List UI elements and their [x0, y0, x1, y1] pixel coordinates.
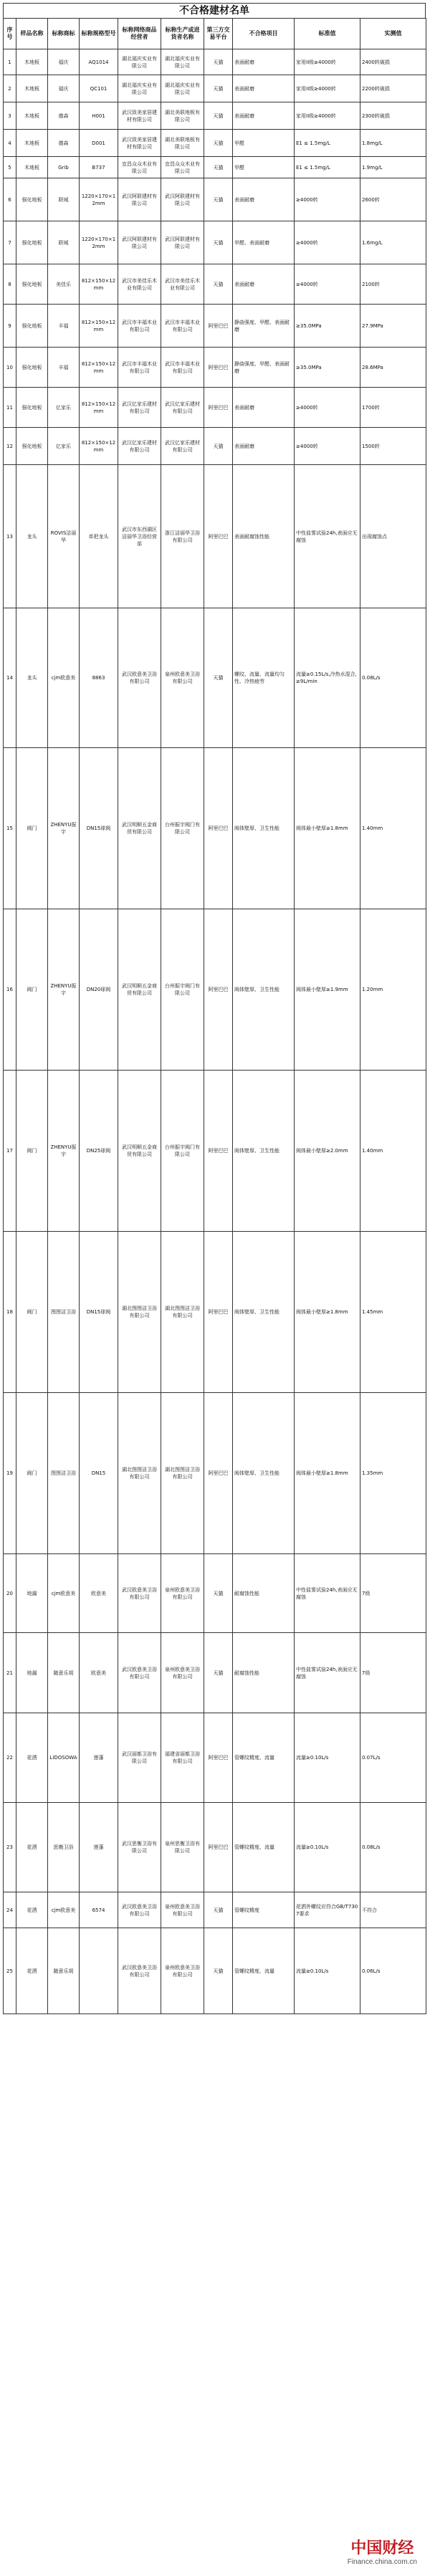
cell-std: 中性盐雾试验24h,表面应无腐蚀	[295, 1554, 360, 1633]
cell-seller: 湖北福庆实业有限公司	[118, 75, 161, 102]
table-row	[4, 1633, 426, 1713]
cell-brand: cjm欧意美	[48, 1892, 80, 1928]
cell-std: 家用II级≥4000转	[295, 49, 360, 75]
cell-name: 强化地板	[16, 388, 48, 428]
logo-url: Finance.china.com.cn	[347, 2558, 417, 2566]
table-row	[4, 1232, 426, 1393]
cell-maker: 福建省丽都卫浴有限公司	[161, 1713, 204, 1803]
cell-model: 1220×170×12mm	[80, 178, 118, 221]
cell-platform: 阿里巴巴	[204, 909, 233, 1071]
table-row	[4, 49, 426, 75]
cell-item: 甲醛	[233, 130, 295, 157]
cell-no: 9	[4, 305, 16, 348]
cell-platform: 天猫	[204, 130, 233, 157]
cell-seller: 武汉欧意美卫浴有限公司	[118, 1928, 161, 2014]
column-header: 样品名称	[16, 19, 48, 49]
cell-model: D001	[80, 130, 118, 157]
cell-val: 1500转	[360, 428, 426, 465]
table-row	[4, 305, 426, 348]
cell-seller: 武汉思衡卫浴有限公司	[118, 1803, 161, 1892]
cell-val: 2300转破损	[360, 102, 426, 130]
cell-seller: 武汉欧意美卫浴有限公司	[118, 1554, 161, 1633]
cell-brand: 德森	[48, 130, 80, 157]
cell-platform: 天猫	[204, 1633, 233, 1713]
table-row	[4, 264, 426, 305]
cell-maker: 泉州思衡卫浴有限公司	[161, 1803, 204, 1892]
cell-seller: 湖北图图洁卫浴有限公司	[118, 1393, 161, 1554]
cell-brand: 美佳乐	[48, 264, 80, 305]
cell-maker: 武汉市美佳乐木业有限公司	[161, 264, 204, 305]
cell-maker: 武汉市丰福木业有限公司	[161, 305, 204, 348]
cell-std: 阀体最小壁厚≥1.8mm	[295, 1232, 360, 1393]
cell-name: 阀门	[16, 1232, 48, 1393]
cell-val: 1.40mm	[360, 748, 426, 909]
cell-seller: 武汉致美家居建材有限公司	[118, 130, 161, 157]
table-row	[4, 388, 426, 428]
cell-maker: 台州振宇阀门有限公司	[161, 909, 204, 1071]
cell-std: 流量≥0.15L/s,冷热水混合,≥9L/min	[295, 608, 360, 748]
cell-brand: cjm欧意美	[48, 608, 80, 748]
cell-brand: 福庆	[48, 75, 80, 102]
cell-name: 木地板	[16, 75, 48, 102]
cell-name: 花洒	[16, 1892, 48, 1928]
cell-seller: 武汉明顺五金商贸有限公司	[118, 748, 161, 909]
cell-model: DN25球阀	[80, 1071, 118, 1232]
cell-item: 表面耐磨	[233, 102, 295, 130]
cell-std: 中性盐雾试验24h,表面应无腐蚀	[295, 465, 360, 608]
cell-maker: 武汉亿家乐建材有限公司	[161, 428, 204, 465]
cell-model: DN15球阀	[80, 1232, 118, 1393]
table-row	[4, 157, 426, 178]
cell-name: 阀门	[16, 1071, 48, 1232]
cell-val: 7级	[360, 1633, 426, 1713]
cell-item: 甲醛、表面耐磨	[233, 221, 295, 264]
cell-brand: ZHENYU振宇	[48, 1071, 80, 1232]
cell-brand: ZHENYU振宇	[48, 748, 80, 909]
table-row	[4, 1803, 426, 1892]
cell-model: QC101	[80, 75, 118, 102]
cell-std: 阀体最小壁厚≥2.0mm	[295, 1071, 360, 1232]
cell-name: 木地板	[16, 157, 48, 178]
cell-item: 阀体壁厚、卫生性能	[233, 1393, 295, 1554]
cell-std: ≥4000转	[295, 178, 360, 221]
column-header: 不合格项目	[233, 19, 295, 49]
cell-maker: 武汉市丰福木业有限公司	[161, 348, 204, 388]
cell-seller: 湖北福庆实业有限公司	[118, 49, 161, 75]
cell-maker: 武汉阿联建材有限公司	[161, 221, 204, 264]
cell-model: DN15	[80, 1393, 118, 1554]
cell-platform: 阿里巴巴	[204, 1232, 233, 1393]
cell-item: 螺纹、流量、流量均匀性、冷热疲劳	[233, 608, 295, 748]
cell-name: 花洒	[16, 1928, 48, 2014]
cell-val: 2200转破损	[360, 75, 426, 102]
cell-std: ≥4000转	[295, 221, 360, 264]
cell-std: 流量≥0.10L/s	[295, 1713, 360, 1803]
cell-no: 4	[4, 130, 16, 157]
cell-model	[80, 1928, 118, 2014]
cell-maker: 湖北图图洁卫浴有限公司	[161, 1232, 204, 1393]
cell-maker: 湖北图图洁卫浴有限公司	[161, 1393, 204, 1554]
cell-model: H001	[80, 102, 118, 130]
cell-item: 耐腐蚀性能	[233, 1633, 295, 1713]
cell-val: 出现腐蚀点	[360, 465, 426, 608]
cell-name: 阀门	[16, 909, 48, 1071]
cell-model: 欧意美	[80, 1554, 118, 1633]
cell-item: 阀体壁厚、卫生性能	[233, 1071, 295, 1232]
cell-seller: 武汉欧意美卫浴有限公司	[118, 608, 161, 748]
cell-no: 2	[4, 75, 16, 102]
cell-maker: 台州振宇阀门有限公司	[161, 748, 204, 909]
cell-std: 流量≥0.10L/s	[295, 1928, 360, 2014]
cell-item: 表面耐腐蚀性能	[233, 465, 295, 608]
cell-name: 强化地板	[16, 178, 48, 221]
cell-brand: 思衡卫浴	[48, 1803, 80, 1892]
cell-model: 6574	[80, 1892, 118, 1928]
cell-model: 812×150×12mm	[80, 305, 118, 348]
column-header: 实测值	[360, 19, 426, 49]
cell-val: 1.35mm	[360, 1393, 426, 1554]
cell-item: 表面耐磨	[233, 264, 295, 305]
cell-platform: 天猫	[204, 1554, 233, 1633]
cell-brand: 联城	[48, 178, 80, 221]
cell-val: 7级	[360, 1554, 426, 1633]
cell-brand: cjm欧意美	[48, 1554, 80, 1633]
cell-model: 812×150×12mm	[80, 428, 118, 465]
cell-brand: 德森	[48, 102, 80, 130]
cell-platform: 阿里巴巴	[204, 748, 233, 909]
cell-item: 表面耐磨	[233, 49, 295, 75]
cell-seller: 武汉致美家居建材有限公司	[118, 102, 161, 130]
cell-val: 27.9MPa	[360, 305, 426, 348]
cell-name: 地漏	[16, 1633, 48, 1713]
table-row	[4, 1393, 426, 1554]
cell-std: 流量≥0.10L/s	[295, 1803, 360, 1892]
cell-seller: 武汉市美佳乐木业有限公司	[118, 264, 161, 305]
cell-model: DN20球阀	[80, 909, 118, 1071]
cell-item: 耐腐蚀性能	[233, 1554, 295, 1633]
cell-platform: 阿里巴巴	[204, 1393, 233, 1554]
cell-item: 表面耐磨	[233, 428, 295, 465]
table-row	[4, 465, 426, 608]
cell-seller: 武汉阿联建材有限公司	[118, 178, 161, 221]
cell-model: AQ1014	[80, 49, 118, 75]
cell-brand: 丰福	[48, 305, 80, 348]
cell-brand: 随意乐胡	[48, 1928, 80, 2014]
cell-seller: 武汉明顺五金商贸有限公司	[118, 909, 161, 1071]
cell-no: 15	[4, 748, 16, 909]
cell-item: 管螺纹精度、流量	[233, 1803, 295, 1892]
cell-name: 强化地板	[16, 348, 48, 388]
table-row	[4, 1892, 426, 1928]
cell-maker: 武汉阿联建材有限公司	[161, 178, 204, 221]
cell-no: 7	[4, 221, 16, 264]
cell-platform: 天猫	[204, 75, 233, 102]
cell-platform: 天猫	[204, 608, 233, 748]
cell-no: 17	[4, 1071, 16, 1232]
cell-val: 28.6MPa	[360, 348, 426, 388]
cell-model: 812×150×12mm	[80, 348, 118, 388]
cell-maker: 宜昌众众木业有限公司	[161, 157, 204, 178]
cell-name: 强化地板	[16, 221, 48, 264]
cell-name: 强化地板	[16, 428, 48, 465]
cell-maker: 泉州欧意美卫浴有限公司	[161, 1892, 204, 1928]
cell-model: 812×150×12mm	[80, 388, 118, 428]
cell-std: 家用II级≥4000转	[295, 75, 360, 102]
cell-model: 8863	[80, 608, 118, 748]
cell-platform: 阿里巴巴	[204, 388, 233, 428]
cell-platform: 天猫	[204, 102, 233, 130]
cell-item: 阀体壁厚、卫生性能	[233, 1232, 295, 1393]
cell-no: 20	[4, 1554, 16, 1633]
cell-platform: 天猫	[204, 428, 233, 465]
cell-no: 8	[4, 264, 16, 305]
cell-std: 中性盐雾试验24h,表面应无腐蚀	[295, 1633, 360, 1713]
cell-item: 静曲强度、甲醛、表面耐磨	[233, 305, 295, 348]
table-row	[4, 1071, 426, 1232]
cell-val: 1700转	[360, 388, 426, 428]
cell-maker: 湖北福庆实业有限公司	[161, 75, 204, 102]
table-row	[4, 608, 426, 748]
cell-no: 6	[4, 178, 16, 221]
table-row	[4, 75, 426, 102]
cell-no: 18	[4, 1232, 16, 1393]
column-header: 第三方交易平台	[204, 19, 233, 49]
cell-platform: 阿里巴巴	[204, 348, 233, 388]
site-logo	[348, 2536, 417, 2566]
table-row	[4, 1928, 426, 2014]
cell-seller: 宜昌众众木业有限公司	[118, 157, 161, 178]
cell-brand: 图图洁卫浴	[48, 1232, 80, 1393]
cell-val: 1.20mm	[360, 909, 426, 1071]
cell-item: 管螺纹精度、流量	[233, 1928, 295, 2014]
cell-std: 家用II级≥4000转	[295, 102, 360, 130]
cell-no: 5	[4, 157, 16, 178]
cell-std: E1 ≤ 1.5mg/L	[295, 130, 360, 157]
table-row	[4, 348, 426, 388]
cell-brand: ZHENYU振宇	[48, 909, 80, 1071]
cell-platform: 天猫	[204, 221, 233, 264]
column-header: 标称规格型号	[80, 19, 118, 49]
column-header: 标称生产或进货者名称	[161, 19, 204, 49]
cell-brand: ROVIS洁丽华	[48, 465, 80, 608]
table-body	[4, 49, 426, 2014]
cell-seller: 武汉亿家乐建材有限公司	[118, 428, 161, 465]
cell-maker: 湖北美联地板有限公司	[161, 130, 204, 157]
cell-seller: 武汉市丰福木业有限公司	[118, 348, 161, 388]
cell-val: 1.6mg/L	[360, 221, 426, 264]
cell-no: 13	[4, 465, 16, 608]
column-header: 标称网络商品经营者	[118, 19, 161, 49]
cell-name: 地漏	[16, 1554, 48, 1633]
cell-seller: 武汉市东西湖区洁丽华卫浴经营部	[118, 465, 161, 608]
cell-item: 阀体壁厚、卫生性能	[233, 909, 295, 1071]
cell-brand: 亿家乐	[48, 428, 80, 465]
cell-model: 莲蓬	[80, 1803, 118, 1892]
cell-maker: 武汉亿家乐建材有限公司	[161, 388, 204, 428]
table-row	[4, 909, 426, 1071]
cell-std: ≥35.0MPa	[295, 348, 360, 388]
cell-std: 阀体最小壁厚≥1.9mm	[295, 909, 360, 1071]
cell-platform: 天猫	[204, 264, 233, 305]
cell-no: 24	[4, 1892, 16, 1928]
cell-val: 1.40mm	[360, 1071, 426, 1232]
cell-seller: 武汉明顺五金商贸有限公司	[118, 1071, 161, 1232]
cell-brand: LIDOSOWA	[48, 1713, 80, 1803]
cell-model: 莲蓬	[80, 1713, 118, 1803]
cell-std: E1 ≤ 1.5mg/L	[295, 157, 360, 178]
cell-std: 阀体最小壁厚≥1.8mm	[295, 1393, 360, 1554]
cell-model: 单把龙头	[80, 465, 118, 608]
cell-no: 19	[4, 1393, 16, 1554]
table-row	[4, 1554, 426, 1633]
cell-brand: 丰福	[48, 348, 80, 388]
cell-seller: 武汉亿家乐建材有限公司	[118, 388, 161, 428]
cell-platform: 天猫	[204, 1892, 233, 1928]
cell-platform: 阿里巴巴	[204, 305, 233, 348]
cell-model: B737	[80, 157, 118, 178]
cell-name: 木地板	[16, 130, 48, 157]
cell-name: 花洒	[16, 1713, 48, 1803]
cell-brand: 联城	[48, 221, 80, 264]
footer	[0, 2533, 430, 2573]
cell-item: 管螺纹精度、流量	[233, 1713, 295, 1803]
cell-brand: 福庆	[48, 49, 80, 75]
cell-val: 0.06L/s	[360, 1928, 426, 2014]
cell-seller: 武汉欧意美卫浴有限公司	[118, 1892, 161, 1928]
cell-val: 2100转	[360, 264, 426, 305]
cell-maker: 泉州欧意美卫浴有限公司	[161, 1928, 204, 2014]
cell-val: 0.07L/s	[360, 1713, 426, 1803]
cell-seller: 武汉欧意美卫浴有限公司	[118, 1633, 161, 1713]
cell-seller: 武汉市丰福木业有限公司	[118, 305, 161, 348]
cell-val: 1.45mm	[360, 1232, 426, 1393]
cell-no: 21	[4, 1633, 16, 1713]
cell-maker: 台州振宇阀门有限公司	[161, 1071, 204, 1232]
cell-no: 1	[4, 49, 16, 75]
cell-maker: 泉州欧意美卫浴有限公司	[161, 1554, 204, 1633]
table-row	[4, 102, 426, 130]
table-row	[4, 428, 426, 465]
cell-seller: 湖北图图洁卫浴有限公司	[118, 1232, 161, 1393]
cell-platform: 天猫	[204, 1928, 233, 2014]
cell-maker: 泉州欧意美卫浴有限公司	[161, 1633, 204, 1713]
column-header: 标称商标	[48, 19, 80, 49]
cell-val: 1.9mg/L	[360, 157, 426, 178]
cell-item: 表面耐磨	[233, 178, 295, 221]
cell-item: 甲醛	[233, 157, 295, 178]
cell-maker: 湖北美联地板有限公司	[161, 102, 204, 130]
table-header-row	[4, 19, 426, 49]
cell-name: 木地板	[16, 102, 48, 130]
cell-std: ≥35.0MPa	[295, 305, 360, 348]
cell-platform: 阿里巴巴	[204, 1713, 233, 1803]
cell-no: 25	[4, 1928, 16, 2014]
cell-std: 花洒外螺纹应符合GB/T7307要求	[295, 1892, 360, 1928]
cell-val: 1.8mg/L	[360, 130, 426, 157]
cell-platform: 阿里巴巴	[204, 1803, 233, 1892]
unqualified-materials-table	[3, 18, 426, 2014]
cell-item: 静曲强度、甲醛、表面耐磨	[233, 348, 295, 388]
cell-no: 14	[4, 608, 16, 748]
cell-brand: 亿家乐	[48, 388, 80, 428]
cell-platform: 阿里巴巴	[204, 465, 233, 608]
document-sheet	[3, 3, 426, 2014]
cell-name: 花洒	[16, 1803, 48, 1892]
cell-std: ≥4000转	[295, 428, 360, 465]
table-row	[4, 748, 426, 909]
cell-val: 0.08L/s	[360, 608, 426, 748]
cell-brand: Grib	[48, 157, 80, 178]
cell-std: ≥4000转	[295, 388, 360, 428]
cell-no: 10	[4, 348, 16, 388]
cell-platform: 天猫	[204, 157, 233, 178]
cell-item: 表面耐磨	[233, 75, 295, 102]
table-row	[4, 221, 426, 264]
cell-name: 龙头	[16, 465, 48, 608]
cell-no: 23	[4, 1803, 16, 1892]
cell-name: 阀门	[16, 748, 48, 909]
cell-no: 11	[4, 388, 16, 428]
cell-name: 强化地板	[16, 264, 48, 305]
cell-no: 16	[4, 909, 16, 1071]
cell-model: 欧意美	[80, 1633, 118, 1713]
cell-name: 木地板	[16, 49, 48, 75]
cell-platform: 天猫	[204, 49, 233, 75]
cell-brand: 图图洁卫浴	[48, 1393, 80, 1554]
cell-maker: 泉州欧意美卫浴有限公司	[161, 608, 204, 748]
cell-platform: 天猫	[204, 178, 233, 221]
cell-model: 812×150×12mm	[80, 264, 118, 305]
cell-brand: 随意乐胡	[48, 1633, 80, 1713]
cell-no: 12	[4, 428, 16, 465]
cell-no: 22	[4, 1713, 16, 1803]
cell-seller: 武汉丽都卫浴有限公司	[118, 1713, 161, 1803]
cell-val: 2400转破损	[360, 49, 426, 75]
table-row	[4, 178, 426, 221]
cell-val: 不符合	[360, 1892, 426, 1928]
cell-val: 2600转	[360, 178, 426, 221]
cell-maker: 湖北福庆实业有限公司	[161, 49, 204, 75]
table-row	[4, 130, 426, 157]
cell-val: 0.08L/s	[360, 1803, 426, 1892]
table-row	[4, 1713, 426, 1803]
cell-name: 强化地板	[16, 305, 48, 348]
cell-item: 管螺纹精度	[233, 1892, 295, 1928]
cell-maker: 浙江洁丽华卫浴有限公司	[161, 465, 204, 608]
cell-item: 表面耐磨	[233, 388, 295, 428]
cell-std: 阀体最小壁厚≥1.8mm	[295, 748, 360, 909]
cell-name: 龙头	[16, 608, 48, 748]
cell-std: ≥4000转	[295, 264, 360, 305]
document-title: 不合格建材名单	[3, 3, 426, 18]
cell-item: 阀体壁厚、卫生性能	[233, 748, 295, 909]
cell-platform: 阿里巴巴	[204, 1071, 233, 1232]
cell-seller: 武汉阿联建材有限公司	[118, 221, 161, 264]
cell-name: 阀门	[16, 1393, 48, 1554]
cell-no: 3	[4, 102, 16, 130]
column-header: 序号	[4, 19, 16, 49]
column-header: 标准值	[295, 19, 360, 49]
logo-text: 中国财经	[350, 2539, 414, 2557]
cell-model: DN15球阀	[80, 748, 118, 909]
cell-model: 1220×170×12mm	[80, 221, 118, 264]
